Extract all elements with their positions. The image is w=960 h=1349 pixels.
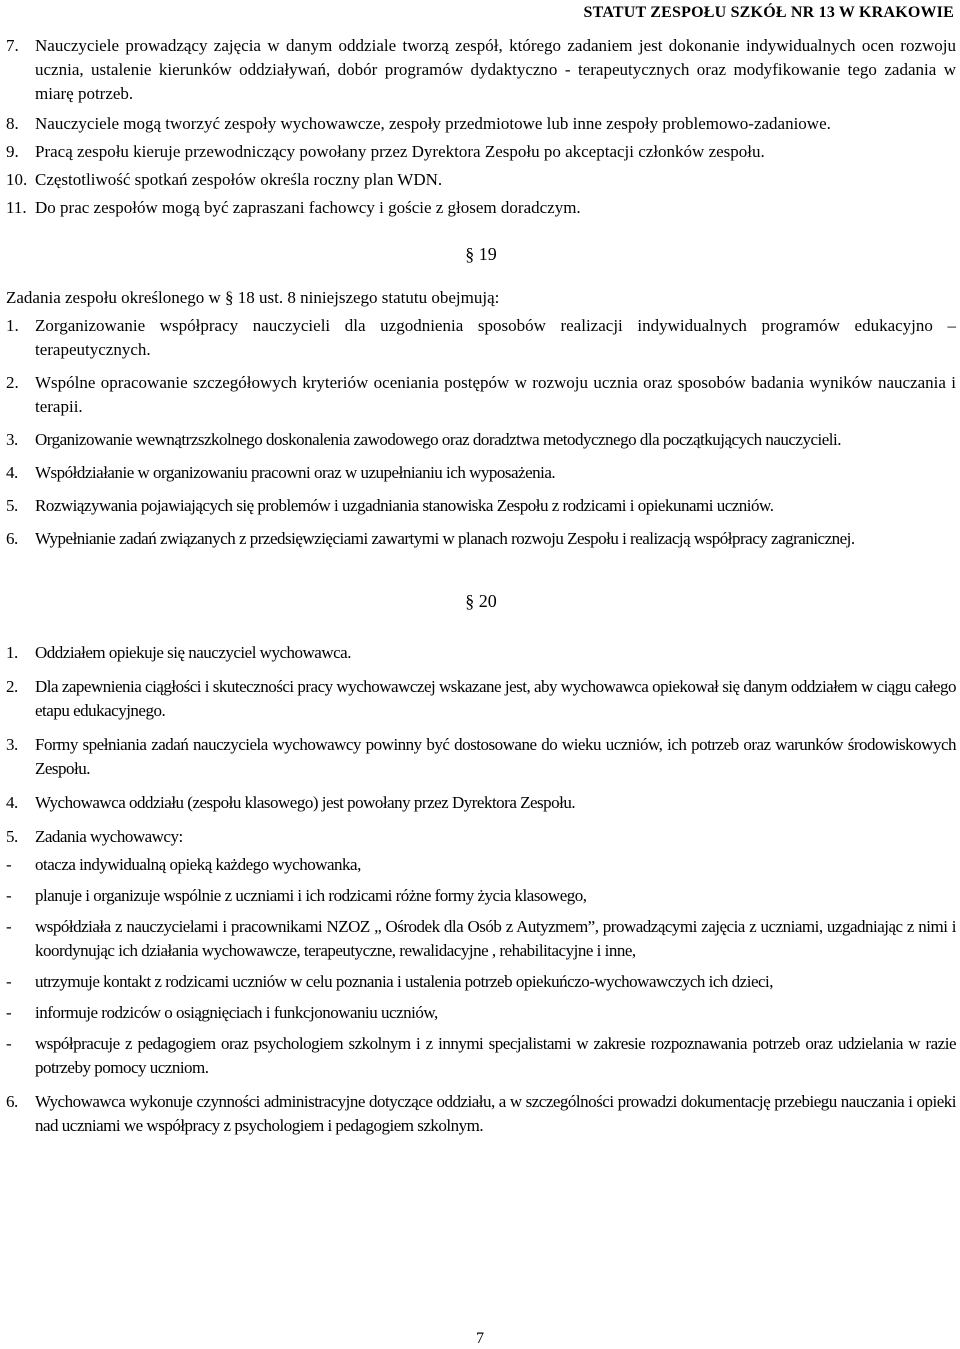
item-number: 2. (6, 373, 19, 392)
duty-item (6, 970, 956, 994)
section-19-list (6, 314, 956, 551)
item-text: Do prac zespołów mogą być zapraszani fachowcy i goście z głosem doradczym. (35, 198, 581, 217)
list-item (6, 733, 956, 781)
item-text: Zadania wychowawcy: (35, 827, 183, 846)
item-text: Formy spełniania zadań nauczyciela wychowawcy powinny być dostosowane do wieku uczniów, ich potrzeb oraz warunków środowiskowych Zespołu. (35, 735, 956, 778)
item-number: 5. (6, 827, 18, 846)
section-19-intro: Zadania zespołu określonego w § 18 ust. 8 niniejszego statutu obejmują: (6, 288, 500, 307)
item-text: Oddziałem opiekuje się nauczyciel wychowawca. (35, 643, 351, 662)
list-item (6, 675, 956, 723)
item-text: Organizowanie wewnątrzszkolnego doskonalenia zawodowego oraz doradztwa metodycznego dla początkujących nauczycieli. (35, 430, 841, 449)
duty-item (6, 853, 956, 877)
item-text: Nauczyciele mogą tworzyć zespoły wychowawcze, zespoły przedmiotowe lub inne zespoły problemowo-zadaniowe. (35, 114, 831, 133)
duty-item (6, 915, 956, 963)
list-item (6, 112, 956, 136)
dash-marker: - (6, 917, 12, 936)
list-item (6, 791, 956, 815)
item-text: Dla zapewnienia ciągłości i skuteczności pracy wychowawczej wskazane jest, aby wychowawca opiekował się danym oddziałem w ciągu całego etapu edukacyjnego. (35, 677, 956, 720)
list-item (6, 641, 956, 665)
page-header: STATUT ZESPOŁU SZKÓŁ NR 13 W KRAKOWIE (583, 4, 954, 21)
item-text: Rozwiązywania pojawiających się problemów i uzgadniania stanowiska Zespołu z rodzicami i opiekunami uczniów. (35, 496, 774, 515)
item-number: 1. (6, 643, 18, 662)
list-item (6, 461, 956, 485)
item-number: 2. (6, 677, 18, 696)
item-number: 5. (6, 496, 18, 515)
duty-item (6, 1032, 956, 1080)
item-number: 4. (6, 793, 18, 812)
dash-marker: - (6, 855, 12, 874)
list-item (6, 1090, 956, 1138)
list-item (6, 428, 956, 452)
item-text: Częstotliwość spotkań zespołów określa roczny plan WDN. (35, 170, 443, 189)
dash-marker: - (6, 1034, 12, 1053)
duty-text: planuje i organizuje wspólnie z uczniami i ich rodzicami różne formy życia klasowego, (35, 886, 587, 905)
section-20-list (6, 641, 956, 1138)
list-item (6, 168, 956, 192)
duty-text: utrzymuje kontakt z rodzicami uczniów w celu poznania i ustalenia potrzeb opiekuńczo-wychowawczych ich dzieci, (35, 972, 774, 991)
section-18-continuation (6, 34, 956, 220)
list-item (6, 314, 956, 362)
item-number: 3. (6, 735, 18, 754)
item-text: Nauczyciele prowadzący zajęcia w danym oddziale tworzą zespół, którego zadaniem jest dokonanie indywidualnych ocen rozwoju ucznia, ustalenie kierunków oddziaływań, dobór programów dydaktyczno - terapeutycznych oraz modyfikowanie tego zadania w miarę potrzeb. (35, 36, 956, 103)
dash-marker: - (6, 886, 12, 905)
duty-text: informuje rodziców o osiągnięciach i funkcjonowaniu uczniów, (35, 1003, 438, 1022)
item-text: Pracą zespołu kieruje przewodniczący powołany przez Dyrektora Zespołu po akceptacji członków zespołu. (35, 142, 765, 161)
page-number: 7 (476, 1330, 484, 1347)
dash-marker: - (6, 972, 12, 991)
list-item (6, 825, 956, 849)
item-number: 8. (6, 114, 19, 133)
document-content (6, 34, 956, 1148)
item-number: 9. (6, 142, 19, 161)
item-number: 1. (6, 316, 19, 335)
item-number: 11. (6, 198, 27, 217)
item-number: 7. (6, 36, 19, 55)
section-19-heading: § 19 (465, 244, 497, 264)
duty-text: współpracuje z pedagogiem oraz psychologiem szkolnym i z innymi specjalistami w zakresie rozpoznawania potrzeb oraz udzielania w razie potrzeby pomocy uczniom. (35, 1034, 956, 1077)
list-item (6, 494, 956, 518)
list-item (6, 196, 956, 220)
list-item (6, 527, 956, 551)
item-text: Współdziałanie w organizowaniu pracowni oraz w uzupełnianiu ich wyposażenia. (35, 463, 556, 482)
list-item (6, 140, 956, 164)
item-text: Zorganizowanie współpracy nauczycieli dla uzgodnienia sposobów realizacji indywidualnych programów edukacyjno – terapeutycznych. (35, 316, 956, 359)
duty-text: otacza indywidualną opieką każdego wychowanka, (35, 855, 361, 874)
item-number: 4. (6, 463, 18, 482)
item-text: Wypełnianie zadań związanych z przedsięwzięciami zawartymi w planach rozwoju Zespołu i realizacją współpracy zagranicznej. (35, 529, 855, 548)
duty-item (6, 884, 956, 908)
section-20-heading: § 20 (465, 591, 497, 611)
item-text: Wspólne opracowanie szczegółowych kryteriów oceniania postępów w rozwoju ucznia oraz sposobów badania wyników nauczania i terapii. (35, 373, 956, 416)
item-text: Wychowawca wykonuje czynności administracyjne dotyczące oddziału, a w szczególności prowadzi dokumentację przebiegu nauczania i opieki nad uczniami we współpracy z psychologiem i pedagogiem szkolnym. (35, 1092, 956, 1135)
dash-marker: - (6, 1003, 12, 1022)
item-number: 3. (6, 430, 18, 449)
list-item (6, 34, 956, 106)
item-number: 6. (6, 1092, 18, 1111)
item-number: 10. (6, 170, 28, 189)
item-text: Wychowawca oddziału (zespołu klasowego) jest powołany przez Dyrektora Zespołu. (35, 793, 576, 812)
item-number: 6. (6, 529, 18, 548)
duty-text: współdziała z nauczycielami i pracownikami NZOZ „ Ośrodek dla Osób z Autyzmem”, prowadzącymi zajęcia z uczniami, uzgadniając z nimi i koordynując ich działania wychowawcze, terapeutyczne, rewalidacyjne , rehabilitacyjne i inne, (35, 917, 956, 960)
duty-item (6, 1001, 956, 1025)
list-item (6, 371, 956, 419)
